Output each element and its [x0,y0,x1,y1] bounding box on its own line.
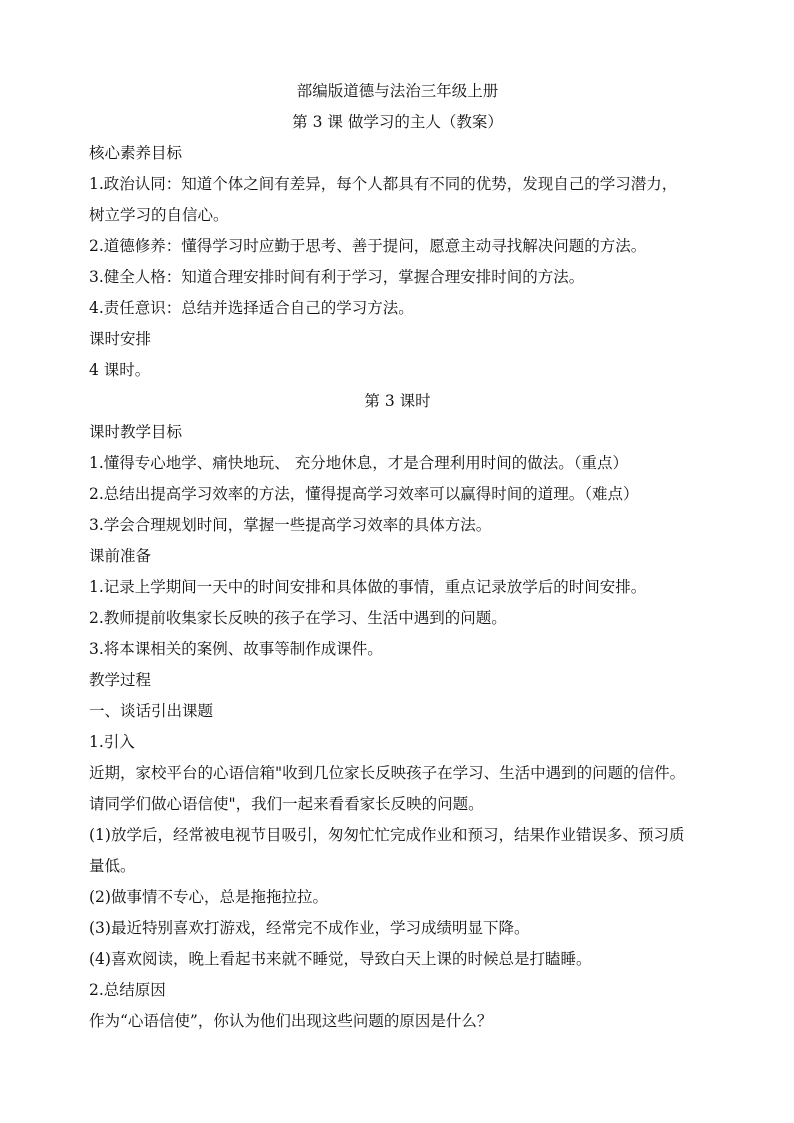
paragraph-line: (4)喜欢阅读，晚上看起书来就不睡觉，导致白天上课的时候总是打瞌睡。 [89,950,592,968]
subheading-intro: 一、谈话引出课题 [89,702,214,720]
paragraph-line: 近期，家校平台的心语信箱"收到几位家长反映孩子在学习、生活中遇到的问题的信件。 [89,764,686,782]
paragraph-line: 2.总结原因 [89,981,166,999]
paragraph-line: 3.健全人格：知道合理安排时间有利于学习，掌握合理安排时间的方法。 [89,268,585,286]
section-heading-preparation: 课前准备 [89,547,152,565]
paragraph-line: 4 课时。 [89,361,151,379]
paragraph-line: 2.道德修养：懂得学习时应勤于思考、善于提问，愿意主动寻找解决问题的方法。 [89,237,647,255]
paragraph-line: 请同学们做心语信使"，我们一起来看看家长反映的问题。 [89,795,484,813]
paragraph-line: 3.学会合理规划时间，掌握一些提高学习效率的具体方法。 [89,516,492,534]
paragraph-line: 1.政治认同：知道个体之间有差异，每个人都具有不同的优势，发现自己的学习潜力， [89,175,678,193]
paragraph-line: (2)做事情不专心，总是拖拖拉拉。 [89,888,328,906]
paragraph-line: 3.将本课相关的案例、故事等制作成课件。 [89,640,383,658]
paragraph-line: 2.教师提前收集家长反映的孩子在学习、生活中遇到的问题。 [89,609,507,627]
section-heading-schedule: 课时安排 [89,330,152,348]
paragraph-line: 1.引入 [89,733,135,751]
document-title: 部编版道德与法治三年级上册 [296,82,499,100]
section-title-lesson-3: 第 3 课时 [364,392,431,410]
paragraph-line: 树立学习的自信心。 [89,206,229,224]
lesson-subtitle: 第 3 课 做学习的主人（教案） [292,113,503,131]
paragraph-line: 2.总结出提高学习效率的方法，懂得提高学习效率可以赢得时间的道理。（难点） [89,485,639,503]
paragraph-line: 1.懂得专心地学、痛快地玩、 充分地休息，才是合理利用时间的做法。（重点） [89,454,628,472]
paragraph-line: 量低。 [89,857,136,875]
section-heading-core-goals: 核心素养目标 [89,144,183,162]
section-heading-lesson-goals: 课时教学目标 [89,423,183,441]
paragraph-line: (3)最近特别喜欢打游戏，经常完不成作业，学习成绩明显下降。 [89,919,530,937]
paragraph-line: (1)放学后，经常被电视节目吸引，匆匆忙忙完成作业和预习，结果作业错误多、预习质 [89,826,685,844]
paragraph-line: 4.责任意识：总结并选择适合自己的学习方法。 [89,299,414,317]
section-heading-process: 教学过程 [89,671,152,689]
paragraph-line: 作为“心语信使”，你认为他们出现这些问题的原因是什么？ [89,1012,493,1030]
paragraph-line: 1.记录上学期间一天中的时间安排和具体做的事情，重点记录放学后的时间安排。 [89,578,647,596]
